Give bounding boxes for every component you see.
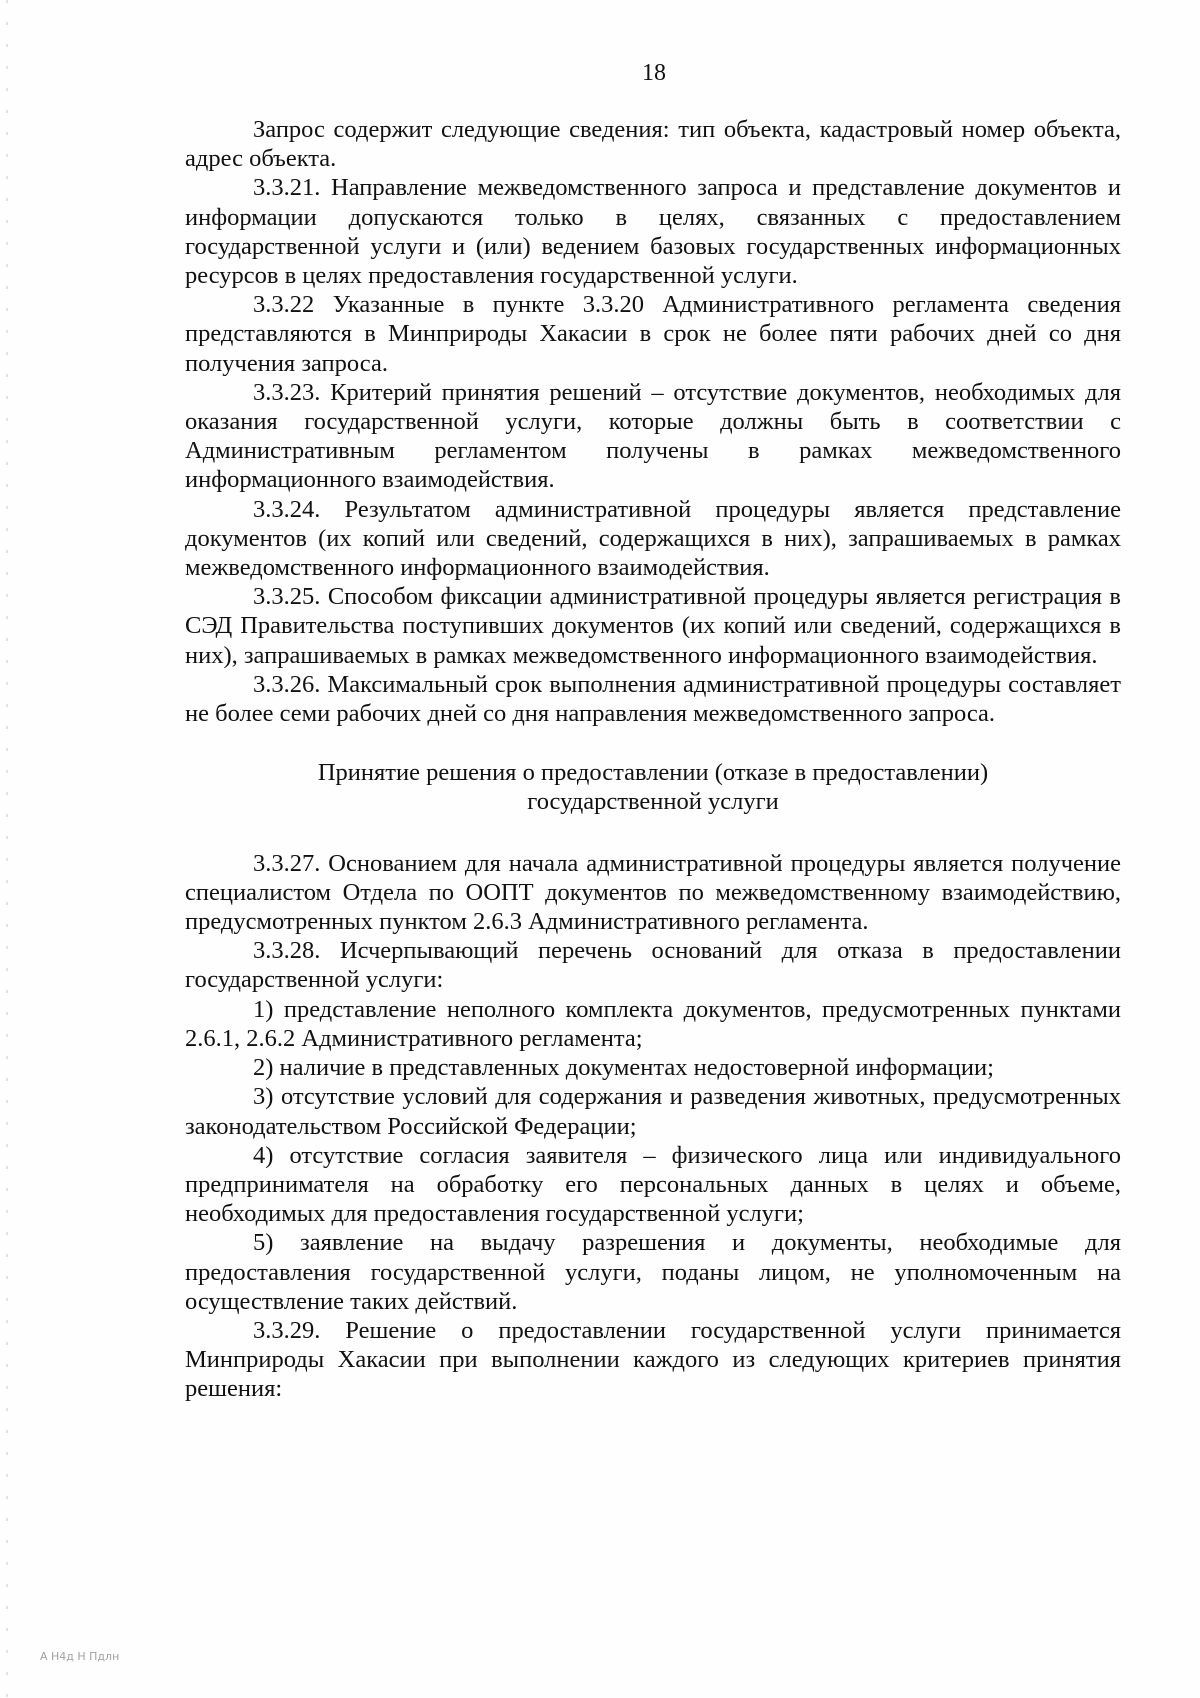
paragraph: 3.3.25. Способом фиксации административной процедуры является регистрация в СЭД Правительства поступивших документов (их копий или сведений, содержащихся в них), запрашиваемых в рамках межведомственного информационного взаимодействия. (185, 583, 1121, 669)
page-number: 18 (642, 60, 666, 86)
footer-stamp: А Н4д Н Пдлн (40, 1650, 120, 1663)
document-body (185, 115, 1121, 1404)
paragraph: 3.3.26. Максимальный срок выполнения административной процедуры составляет не более семи рабочих дней со дня направления межведомственного запроса. (185, 670, 1121, 728)
paragraph: 3.3.28. Исчерпывающий перечень оснований для отказа в предоставлении государственной услуги: (185, 937, 1121, 994)
section-heading (185, 758, 1121, 816)
list-item: 3) отсутствие условий для содержания и разведения животных, предусмотренных законодательством Российской Федерации; (185, 1083, 1121, 1140)
list-item: 5) заявление на выдачу разрешения и документы, необходимые для предоставления государственной услуги, поданы лицом, не уполномоченным на осуществление таких действий. (185, 1229, 1121, 1315)
list-item: 2) наличие в представленных документах недостоверной информации; (253, 1054, 994, 1082)
scan-margin-marks (6, 0, 8, 1698)
paragraph: 3.3.24. Результатом административной процедуры является представление документов (их копий или сведений, содержащихся в них), запрашиваемых в рамках межведомственного информационного взаимодействия. (185, 495, 1121, 582)
paragraph: 3.3.29. Решение о предоставлении государственной услуги принимается Минприроды Хакасии при выполнении каждого из следующих критериев принятия решения: (185, 1316, 1121, 1403)
paragraph: 3.3.23. Критерий принятия решений – отсутствие документов, необходимых для оказания государственной услуги, которые должны быть в соответствии с Административным регламентом получены в рамках межведомственного информационного взаимодействия. (185, 378, 1121, 494)
paragraph: 3.3.27. Основанием для начала административной процедуры является получение специалистом Отдела по ООПТ документов по межведомственному взаимодействию, предусмотренных пунктом 2.6.3 Административного регламента. (185, 849, 1121, 936)
list-item: 1) представление неполного комплекта документов, предусмотренных пунктами 2.6.1, 2.6.2 Административного регламента; (185, 995, 1121, 1052)
section-heading-line: государственной услуги (527, 788, 779, 816)
paragraph: 3.3.21. Направление межведомственного запроса и представление документов и информации допускаются только в целях, связанных с предоставлением государственной услуги и (или) ведением базовых государственных информационных ресурсов в целях предоставления государственной услуги. (185, 174, 1121, 290)
paragraph: 3.3.22 Указанные в пункте 3.3.20 Административного регламента сведения представляются в Минприроды Хакасии в срок не более пяти рабочих дней со дня получения запроса. (185, 291, 1121, 377)
list-item: 4) отсутствие согласия заявителя – физического лица или индивидуального предпринимателя на обработку его персональных данных в целях и объеме, необходимых для предоставления государственной услуги; (185, 1141, 1121, 1228)
paragraph: Запрос содержит следующие сведения: тип объекта, кадастровый номер объекта, адрес объекта. (185, 116, 1121, 173)
section-heading-line: Принятие решения о предоставлении (отказе в предоставлении) (317, 759, 989, 787)
